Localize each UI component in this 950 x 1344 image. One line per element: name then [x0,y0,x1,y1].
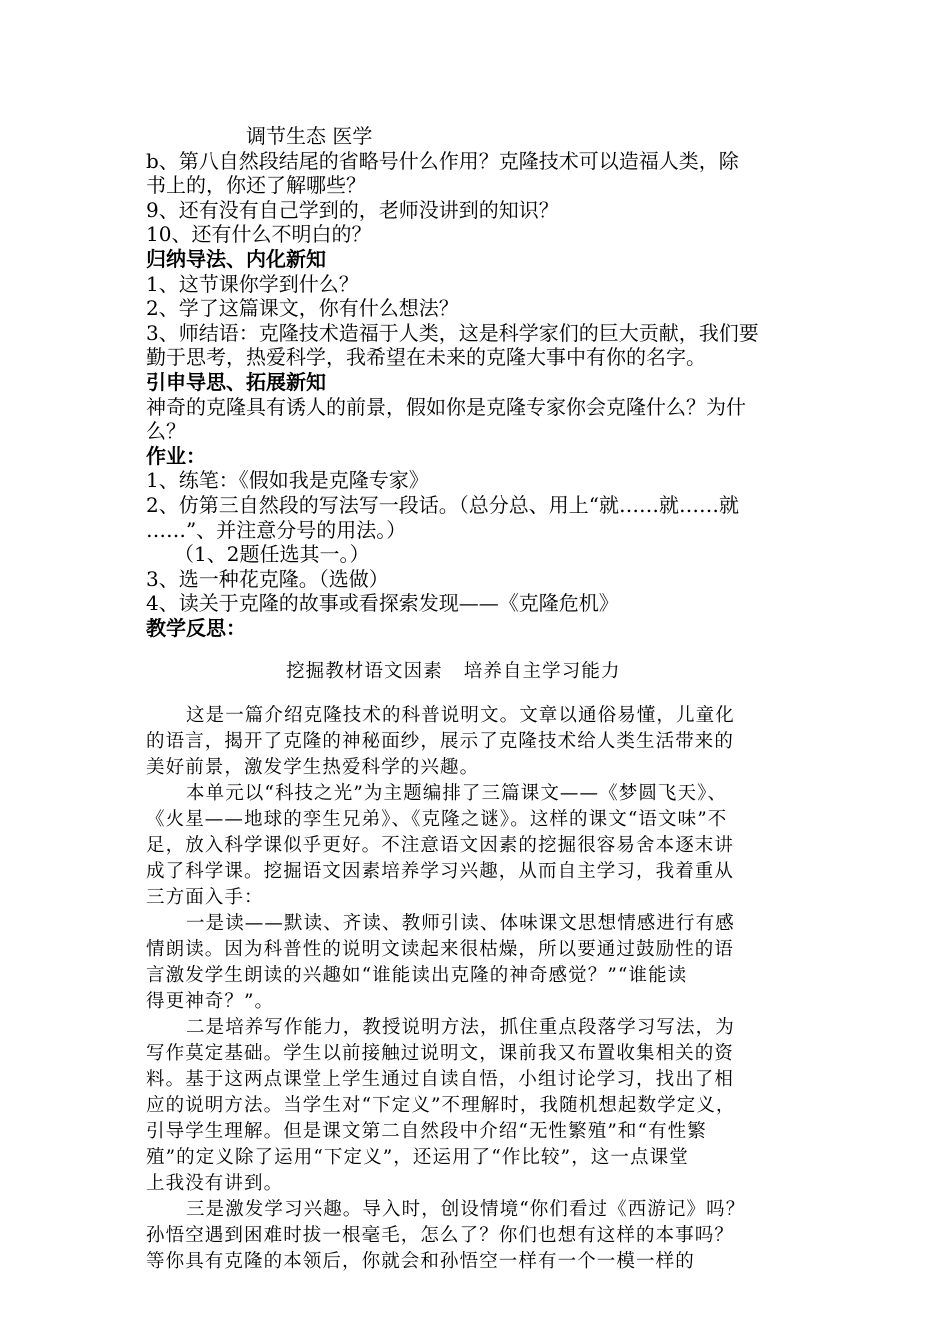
text-line: 书上的，你还了解哪些？ [146,173,366,198]
text-line: 1、这节课你学到什么？ [146,271,359,296]
text-line: 三方面入手： [146,887,264,909]
text-line: ……”、并注意分号的用法。） [146,517,407,542]
text-line: 调节生态 医学 [246,124,373,148]
text-line: 足，放入科学课似乎更好。不注意语文因素的挖掘很容易舍本逐末讲 [146,835,735,857]
text-line: 引导学生理解。但是课文第二自然段中介绍“无性繁殖”和“有性繁 [146,1121,707,1143]
essay-title: 挖掘教材语文因素 培养自主学习能力 [286,660,621,682]
text-line: 的语言，揭开了克隆的神秘面纱，展示了克隆技术给人类生活带来的 [146,731,735,753]
text-line: （1、2题任选其一。） [174,542,370,567]
text-line: 料。基于这两点课堂上学生通过自读自悟，小组讨论学习，找出了相 [146,1069,735,1091]
text-line: 情朗读。因为科普性的说明文读起来很枯燥，所以要通过鼓励性的语 [146,939,735,961]
text-line: 言激发学生朗读的兴趣如“谁能读出克隆的神奇感觉？”“谁能读 [146,965,688,987]
section-heading: 教学反思： [146,615,246,640]
text-line: 勤于思考，热爱科学，我希望在未来的克隆大事中有你的名字。 [146,345,706,370]
section-heading: 归纳导法、内化新知 [146,246,326,271]
text-line: b、第八自然段结尾的省略号什么作用？克隆技术可以造福人类，除 [146,148,739,173]
text-line: 一是读——默读、齐读、教师引读、体味课文思想情感进行有感 [186,913,735,935]
text-line: 2、仿第三自然段的写法写一段话。（总分总、用上“就……就……就 [146,492,739,517]
text-line: 3、选一种花克隆。（选做） [146,566,389,591]
text-line: 应的说明方法。当学生对“下定义”不理解时，我随机想起数学定义， [146,1095,736,1117]
text-line: 孙悟空遇到困难时拔一根毫毛，怎么了？你们也想有这样的本事吗？ [146,1225,735,1247]
text-line: 2、学了这篇课文，你有什么想法？ [146,296,459,321]
text-line: 神奇的克隆具有诱人的前景，假如你是克隆专家你会克隆什么？为什 [146,394,746,419]
text-line: 本单元以“科技之光”为主题编排了三篇课文——《梦圆飞天》、 [186,783,728,805]
reflection-essay [146,659,812,1276]
text-line: 等你具有克隆的本领后，你就会和孙悟空一样有一个一模一样的 [146,1251,695,1273]
text-line: 殖”的定义除了运用“下定义”，还运用了“作比较”，这一点课堂 [146,1147,689,1169]
text-line: 上我没有讲到。 [146,1173,284,1195]
text-line: 3、师结语：克隆技术造福于人类，这是科学家们的巨大贡献，我们要 [146,320,759,345]
section-heading: 作业： [146,443,206,468]
text-line: 三是激发学习兴趣。导入时，创设情境“你们看过《西游记》吗？ [186,1199,746,1221]
text-line: 10、还有什么不明白的？ [146,222,372,247]
document-page [146,124,812,1275]
text-line: 么？ [146,419,186,444]
text-line: 写作莫定基础。学生以前接触过说明文，课前我又布置收集相关的资 [146,1043,735,1065]
text-line: 得更神奇？”。 [146,991,275,1013]
text-line: 这是一篇介绍克隆技术的科普说明文。文章以通俗易懂，儿童化 [186,705,735,727]
text-line: 二是培养写作能力，教授说明方法，抓住重点段落学习写法，为 [186,1017,735,1039]
text-line: 美好前景，激发学生热爱科学的兴趣。 [146,757,480,779]
text-line: 4、读关于克隆的故事或看探索发现——《克隆危机》 [146,591,619,616]
text-line: 9、还有没有自己学到的，老师没讲到的知识？ [146,197,559,222]
text-line: 成了科学课。挖掘语文因素培养学习兴趣，从而自主学习，我着重从 [146,861,735,883]
section-heading: 引申导思、拓展新知 [146,369,326,394]
text-line: 《火星——地球的孪生兄弟》、《克隆之谜》。这样的课文“语文味”不 [146,809,728,831]
text-line: 1、练笔：《假如我是克隆专家》 [146,468,429,493]
